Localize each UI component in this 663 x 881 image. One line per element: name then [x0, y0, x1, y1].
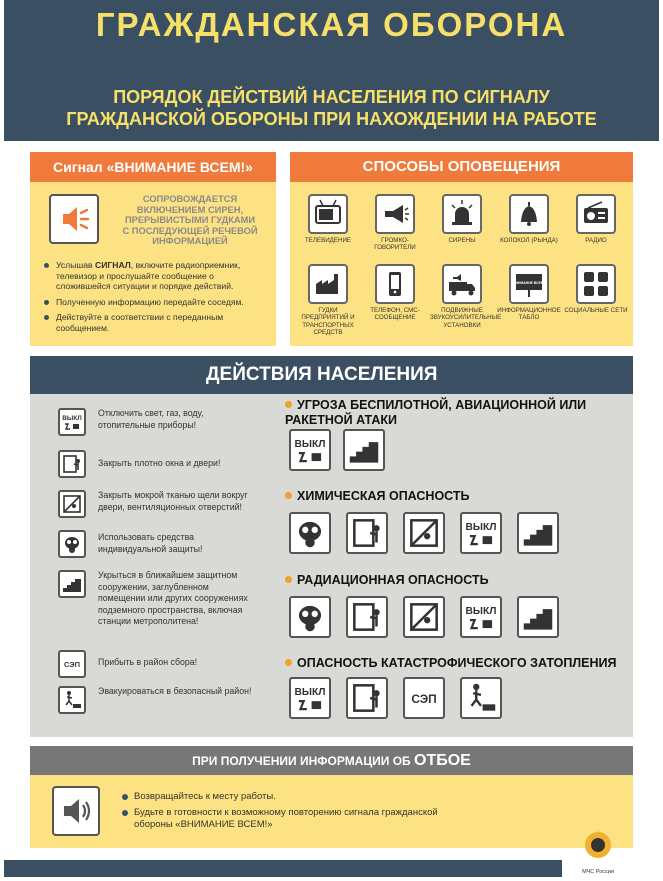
siren-text-1: СОПРОВОЖДАЕТСЯ: [142, 194, 238, 204]
method-factory: [296, 264, 360, 337]
social-icon: [576, 264, 616, 304]
siren-text-3: ПРЕРЫВИСТЫМИ ГУДКАМИ: [124, 215, 256, 225]
method-radio: [564, 194, 628, 244]
threat-radiation-title: РАДИАЦИОННАЯ ОПАСНОСТЬ: [285, 573, 625, 588]
gas-mask-icon: [289, 512, 331, 554]
siren-text-5: ИНФОРМАЦИЕЙ: [152, 236, 228, 246]
method-social: [564, 264, 628, 314]
footer-bar: [4, 860, 562, 877]
subtitle-line-2: ГРАЖДАНСКОЙ ОБОРОНЫ ПРИ НАХОЖДЕНИИ НА РАБОТЕ: [66, 109, 597, 129]
off-label: ВЫКЛ: [294, 438, 326, 450]
info-board-text: ВНИМАНИЕ ВСЕМ!: [513, 281, 545, 285]
logo-label: МЧС России: [582, 869, 614, 875]
sep-label: СЭП: [411, 691, 437, 706]
signal-heading: Сигнал «ВНИМАНИЕ ВСЕМ!»: [30, 152, 276, 182]
bullet-dot: [285, 576, 292, 583]
wet-cloth-icon: [403, 596, 445, 638]
threat-flood-title: ОПАСНОСТЬ КАТАСТРОФИЧЕСКОГО ЗАТОПЛЕНИЯ: [285, 656, 625, 671]
method-loudspeaker: [363, 194, 427, 252]
siren-description: [110, 194, 270, 247]
bullet-dot: [285, 401, 292, 408]
all-clear-instructions: [122, 791, 452, 835]
off-label: ВЫКЛ: [465, 521, 497, 533]
method-label: РАДИО: [585, 237, 607, 244]
method-label: ГРОМКО-ГОВОРИТЕЛИ: [374, 237, 416, 252]
wet-cloth-icon: [58, 490, 86, 518]
actions-heading: ДЕЙСТВИЯ НАСЕЛЕНИЯ: [30, 356, 633, 394]
speaker-icon: [49, 194, 99, 244]
action-text: Укрыться в ближайшем защитном сооружении, заглубленном помещении или других сооружениях подземного пространства, включая станции метрополитена!: [98, 570, 248, 626]
signal-panel: [30, 152, 276, 346]
bullet-dot: [285, 659, 292, 666]
all-clear-bullet-1: Возвращайтесь к месту работы.: [122, 791, 452, 803]
emercom-logo: [566, 827, 630, 877]
all-clear-heading: ПРИ ПОЛУЧЕНИИ ИНФОРМАЦИИ ОБ ОТБОЕ: [30, 746, 633, 775]
method-mobile-unit: [430, 264, 502, 329]
info-board-icon: [509, 264, 549, 304]
method-tv: [296, 194, 360, 244]
signal-bullet-2: Полученную информацию передайте соседям.: [44, 297, 270, 308]
power-off-icon: [289, 429, 331, 471]
threat-chemical-title: ХИМИЧЕСКАЯ ОПАСНОСТЬ: [285, 489, 625, 504]
method-info-board: [497, 264, 561, 322]
off-label: ВЫКЛ: [294, 686, 326, 698]
radio-icon: [576, 194, 616, 234]
factory-icon: [308, 264, 348, 304]
bullet-dot: [285, 492, 292, 499]
method-siren: [430, 194, 494, 244]
page-title: ГРАЖДАНСКАЯ ОБОРОНА: [95, 6, 568, 43]
signal-bullet-3: Действуйте в соответствии с переданным сообщением.: [44, 312, 270, 333]
action-text: Эвакуироваться в безопасный район!: [98, 686, 252, 696]
shelter-icon: [517, 596, 559, 638]
method-label: ГУДКИ ПРЕДПРИЯТИЙ И ТРАНСПОРТНЫХ СРЕДСТВ: [301, 307, 355, 337]
method-label: ПОДВИЖНЫЕ ЗВУКОУСИЛИТЕЛЬНЫЕ УСТАНОВКИ: [430, 307, 502, 329]
evacuate-icon: [460, 677, 502, 719]
assembly-point-icon: [403, 677, 445, 719]
sep-label: СЭП: [63, 660, 81, 669]
action-text: Закрыть мокрой тканью щели вокруг двери, вентиляционных отверстий!: [98, 490, 248, 512]
loudspeaker-icon: [375, 194, 415, 234]
assembly-point-icon: [58, 650, 86, 678]
signal-bullet-1: Услышав СИГНАЛ, включите радиоприемник, телевизор и прослушайте сообщение о сложившейся ситуации и порядке действий.: [44, 260, 270, 292]
siren-text-4: С ПОСЛЕДУЮЩЕЙ РЕЧЕВОЙ: [122, 225, 258, 236]
method-label: ТЕЛЕВИДЕНИЕ: [304, 237, 352, 244]
action-text: Использовать средства индивидуальной защиты!: [98, 532, 203, 554]
evacuate-icon: [58, 686, 86, 714]
off-label: ВЫКЛ: [465, 605, 497, 617]
power-off-icon: [58, 408, 86, 436]
action-text: Отключить свет, газ, воду, отопительные приборы!: [98, 408, 204, 430]
off-label: ВЫКЛ: [62, 415, 82, 422]
shelter-icon: [343, 429, 385, 471]
shelter-icon: [517, 512, 559, 554]
close-doors-icon: [346, 596, 388, 638]
action-text: Прибыть в район сбора!: [98, 657, 198, 667]
gas-mask-icon: [58, 530, 86, 558]
page-subtitle: [4, 86, 659, 130]
method-label: ИНФОРМАЦИОННОЕ ТАБЛО: [497, 307, 561, 322]
method-phone: [363, 264, 427, 322]
mobile-unit-icon: [442, 264, 482, 304]
actions-panel: [30, 356, 633, 737]
close-doors-icon: [346, 512, 388, 554]
subtitle-line-1: ПОРЯДОК ДЕЙСТВИЙ НАСЕЛЕНИЯ ПО СИГНАЛУ: [113, 87, 550, 107]
header: [4, 0, 659, 141]
wet-cloth-icon: [403, 512, 445, 554]
tv-icon: [308, 194, 348, 234]
siren-text-2: ВКЛЮЧЕНИЕМ СИРЕН,: [136, 204, 244, 215]
methods-panel: [290, 152, 633, 346]
methods-heading: СПОСОБЫ ОПОВЕЩЕНИЯ: [290, 152, 633, 182]
method-label: КОЛОКОЛ (РЫНДА): [500, 237, 558, 244]
power-off-icon: [460, 596, 502, 638]
gas-mask-icon: [289, 596, 331, 638]
close-doors-icon: [346, 677, 388, 719]
all-clear-panel: [30, 746, 633, 848]
speaker-icon: [52, 786, 100, 836]
action-text: Закрыть плотно окна и двери!: [98, 458, 221, 468]
phone-icon: [375, 264, 415, 304]
signal-instructions: [44, 260, 270, 338]
all-clear-bullet-2: Будьте в готовности к возможному повторению сигнала гражданской обороны «ВНИМАНИЕ ВСЕМ!»: [122, 807, 452, 831]
method-label: ТЕЛЕФОН, СМС-СООБЩЕНИЕ: [370, 307, 420, 322]
power-off-icon: [460, 512, 502, 554]
shelter-icon: [58, 570, 86, 598]
siren-icon: [442, 194, 482, 234]
bell-icon: [509, 194, 549, 234]
method-bell: [497, 194, 561, 244]
power-off-icon: [289, 677, 331, 719]
threat-attack-title: УГРОЗА БЕСПИЛОТНОЙ, АВИАЦИОННОЙ ИЛИ РАКЕТНОЙ АТАКИ: [285, 398, 587, 427]
method-label: СИРЕНЫ: [448, 237, 476, 244]
method-label: СОЦИАЛЬНЫЕ СЕТИ: [564, 307, 628, 314]
close-doors-icon: [58, 450, 86, 478]
